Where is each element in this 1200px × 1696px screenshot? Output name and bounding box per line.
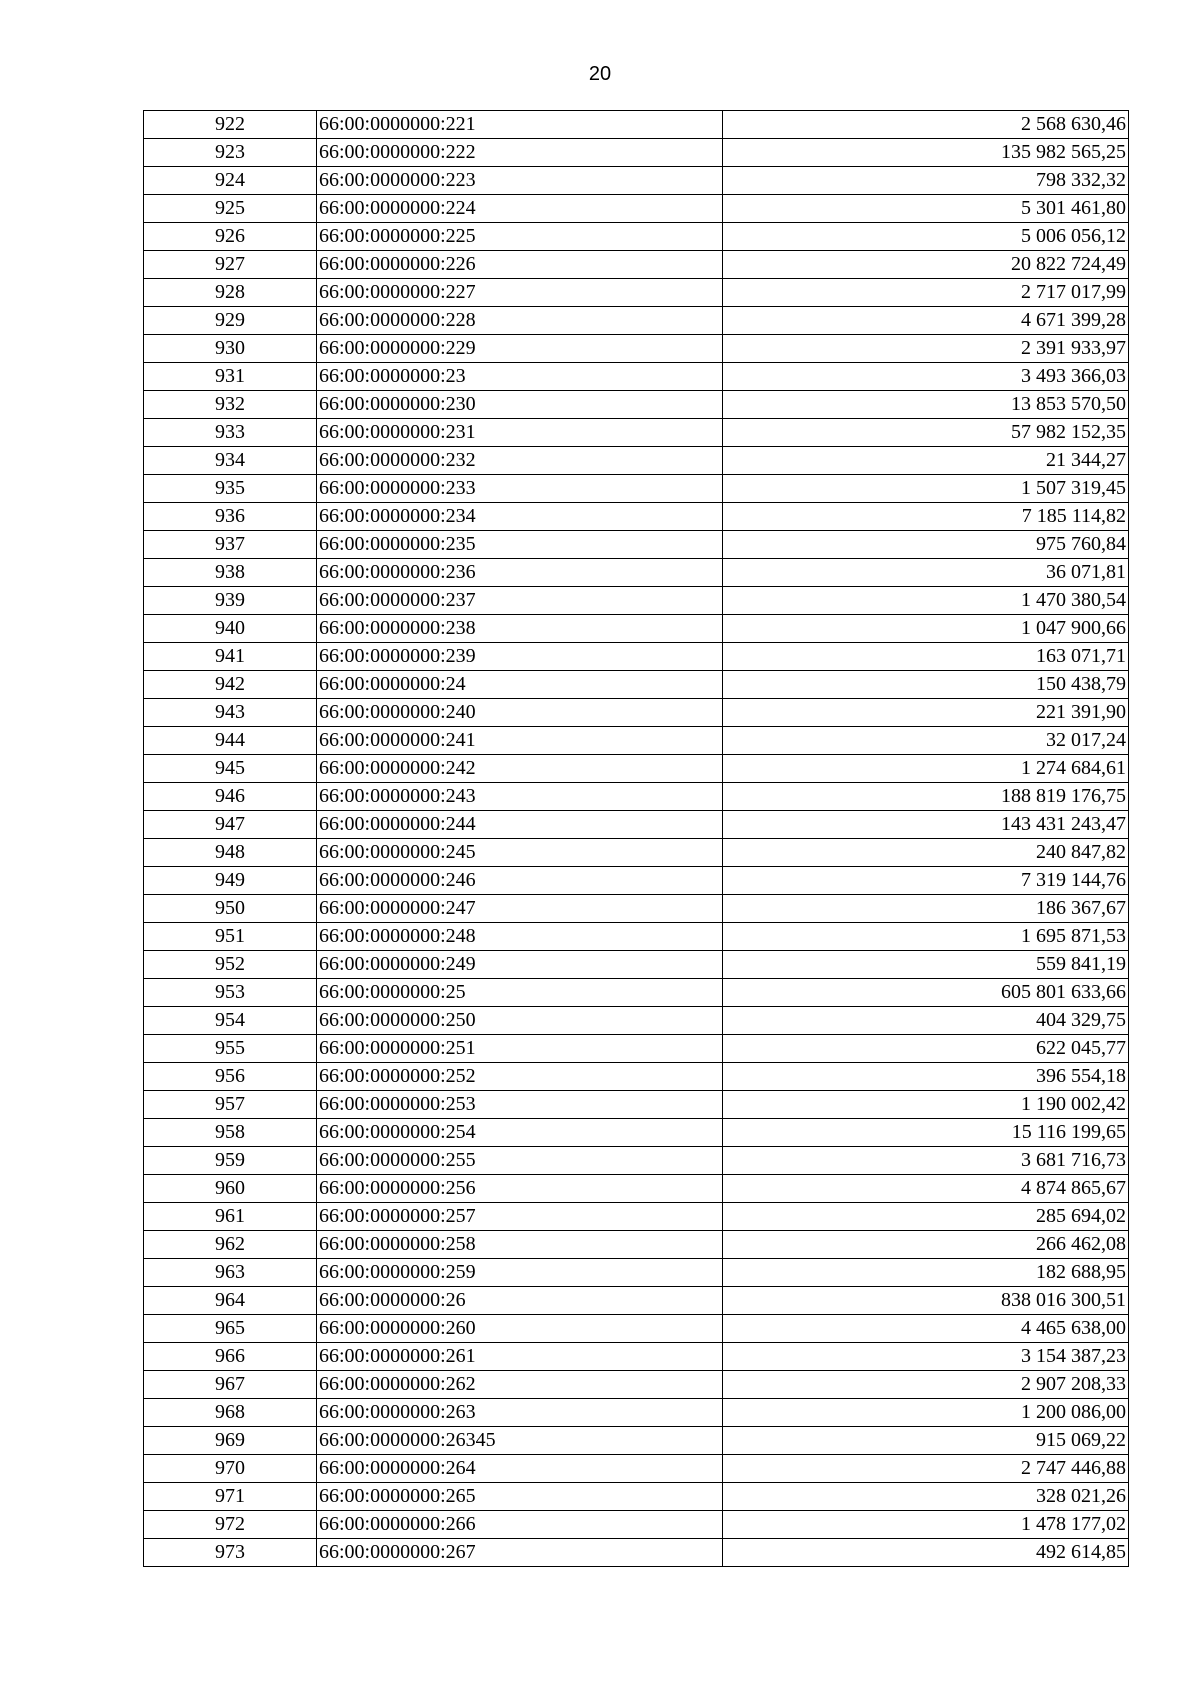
table-row [144, 1035, 1129, 1063]
cadastral-value-cell: 975 760,84 [723, 531, 1129, 559]
cadastral-value-cell: 4 465 638,00 [723, 1315, 1129, 1343]
cadastral-number-cell: 66:00:0000000:244 [317, 811, 723, 839]
cadastral-number-cell: 66:00:0000000:248 [317, 923, 723, 951]
cadastral-number-cell: 66:00:0000000:246 [317, 867, 723, 895]
row-number-cell: 937 [144, 531, 317, 559]
table-row [144, 419, 1129, 447]
table-row [144, 1315, 1129, 1343]
row-number-cell: 962 [144, 1231, 317, 1259]
cadastral-value-cell: 492 614,85 [723, 1539, 1129, 1567]
row-number-cell: 922 [144, 111, 317, 139]
cadastral-number-cell: 66:00:0000000:251 [317, 1035, 723, 1063]
row-number-cell: 943 [144, 699, 317, 727]
cadastral-number-cell: 66:00:0000000:238 [317, 615, 723, 643]
cadastral-number-cell: 66:00:0000000:222 [317, 139, 723, 167]
cadastral-number-cell: 66:00:0000000:227 [317, 279, 723, 307]
cadastral-number-cell: 66:00:0000000:228 [317, 307, 723, 335]
cadastral-number-cell: 66:00:0000000:230 [317, 391, 723, 419]
table-row [144, 223, 1129, 251]
row-number-cell: 938 [144, 559, 317, 587]
page-number: 20 [588, 63, 612, 85]
table-row [144, 783, 1129, 811]
row-number-cell: 933 [144, 419, 317, 447]
row-number-cell: 967 [144, 1371, 317, 1399]
cadastral-value-cell: 1 190 002,42 [723, 1091, 1129, 1119]
row-number-cell: 963 [144, 1259, 317, 1287]
cadastral-value-cell: 5 006 056,12 [723, 223, 1129, 251]
table-row [144, 335, 1129, 363]
table-row [144, 1091, 1129, 1119]
cadastral-number-cell: 66:00:0000000:240 [317, 699, 723, 727]
row-number-cell: 928 [144, 279, 317, 307]
table-body [144, 111, 1129, 1567]
cadastral-value-cell: 1 200 086,00 [723, 1399, 1129, 1427]
table-row [144, 475, 1129, 503]
cadastral-number-cell: 66:00:0000000:263 [317, 1399, 723, 1427]
table-row [144, 531, 1129, 559]
table-row [144, 1483, 1129, 1511]
table-row [144, 1231, 1129, 1259]
row-number-cell: 957 [144, 1091, 317, 1119]
row-number-cell: 961 [144, 1203, 317, 1231]
row-number-cell: 924 [144, 167, 317, 195]
row-number-cell: 970 [144, 1455, 317, 1483]
row-number-cell: 939 [144, 587, 317, 615]
cadastral-number-cell: 66:00:0000000:26 [317, 1287, 723, 1315]
table-row [144, 251, 1129, 279]
row-number-cell: 932 [144, 391, 317, 419]
table-row [144, 1511, 1129, 1539]
cadastral-value-cell: 2 747 446,88 [723, 1455, 1129, 1483]
cadastral-value-cell: 285 694,02 [723, 1203, 1129, 1231]
table-row [144, 671, 1129, 699]
row-number-cell: 966 [144, 1343, 317, 1371]
table-row [144, 1343, 1129, 1371]
row-number-cell: 931 [144, 363, 317, 391]
row-number-cell: 934 [144, 447, 317, 475]
cadastral-value-cell: 3 681 716,73 [723, 1147, 1129, 1175]
row-number-cell: 930 [144, 335, 317, 363]
table-row [144, 139, 1129, 167]
row-number-cell: 973 [144, 1539, 317, 1567]
table-row [144, 727, 1129, 755]
table-row [144, 895, 1129, 923]
cadastral-value-cell: 143 431 243,47 [723, 811, 1129, 839]
cadastral-value-cell: 5 301 461,80 [723, 195, 1129, 223]
cadastral-number-cell: 66:00:0000000:235 [317, 531, 723, 559]
row-number-cell: 949 [144, 867, 317, 895]
cadastral-number-cell: 66:00:0000000:223 [317, 167, 723, 195]
cadastral-value-cell: 221 391,90 [723, 699, 1129, 727]
table-row [144, 1119, 1129, 1147]
cadastral-value-cell: 1 274 684,61 [723, 755, 1129, 783]
table-row [144, 699, 1129, 727]
row-number-cell: 947 [144, 811, 317, 839]
table-row [144, 111, 1129, 139]
cadastral-number-cell: 66:00:0000000:262 [317, 1371, 723, 1399]
row-number-cell: 965 [144, 1315, 317, 1343]
cadastral-value-cell: 135 982 565,25 [723, 139, 1129, 167]
cadastral-number-cell: 66:00:0000000:25 [317, 979, 723, 1007]
cadastral-number-cell: 66:00:0000000:252 [317, 1063, 723, 1091]
table-row [144, 363, 1129, 391]
cadastral-value-cell: 328 021,26 [723, 1483, 1129, 1511]
table-row [144, 1427, 1129, 1455]
row-number-cell: 935 [144, 475, 317, 503]
row-number-cell: 936 [144, 503, 317, 531]
table-row [144, 755, 1129, 783]
cadastral-number-cell: 66:00:0000000:24 [317, 671, 723, 699]
cadastral-value-cell: 2 907 208,33 [723, 1371, 1129, 1399]
cadastral-value-cell: 1 470 380,54 [723, 587, 1129, 615]
row-number-cell: 929 [144, 307, 317, 335]
cadastral-number-cell: 66:00:0000000:231 [317, 419, 723, 447]
table-row [144, 1287, 1129, 1315]
cadastral-number-cell: 66:00:0000000:241 [317, 727, 723, 755]
cadastral-value-cell: 7 319 144,76 [723, 867, 1129, 895]
cadastral-number-cell: 66:00:0000000:234 [317, 503, 723, 531]
cadastral-number-cell: 66:00:0000000:232 [317, 447, 723, 475]
row-number-cell: 972 [144, 1511, 317, 1539]
row-number-cell: 960 [144, 1175, 317, 1203]
table-row [144, 587, 1129, 615]
cadastral-value-cell: 32 017,24 [723, 727, 1129, 755]
cadastral-value-cell: 915 069,22 [723, 1427, 1129, 1455]
table-row [144, 279, 1129, 307]
cadastral-value-cell: 57 982 152,35 [723, 419, 1129, 447]
cadastral-number-cell: 66:00:0000000:226 [317, 251, 723, 279]
table-row [144, 1259, 1129, 1287]
cadastral-value-cell: 240 847,82 [723, 839, 1129, 867]
cadastral-number-cell: 66:00:0000000:247 [317, 895, 723, 923]
table-row [144, 1539, 1129, 1567]
table-row [144, 867, 1129, 895]
cadastral-number-cell: 66:00:0000000:257 [317, 1203, 723, 1231]
table-row [144, 1371, 1129, 1399]
cadastral-number-cell: 66:00:0000000:26345 [317, 1427, 723, 1455]
row-number-cell: 956 [144, 1063, 317, 1091]
row-number-cell: 945 [144, 755, 317, 783]
cadastral-value-cell: 622 045,77 [723, 1035, 1129, 1063]
cadastral-value-cell: 1 695 871,53 [723, 923, 1129, 951]
cadastral-value-cell: 4 874 865,67 [723, 1175, 1129, 1203]
cadastral-value-cell: 396 554,18 [723, 1063, 1129, 1091]
cadastral-number-cell: 66:00:0000000:245 [317, 839, 723, 867]
cadastral-number-cell: 66:00:0000000:249 [317, 951, 723, 979]
cadastral-value-cell: 7 185 114,82 [723, 503, 1129, 531]
cadastral-number-cell: 66:00:0000000:239 [317, 643, 723, 671]
table-row [144, 615, 1129, 643]
table-row [144, 1147, 1129, 1175]
cadastral-number-cell: 66:00:0000000:23 [317, 363, 723, 391]
table-row [144, 391, 1129, 419]
row-number-cell: 927 [144, 251, 317, 279]
row-number-cell: 941 [144, 643, 317, 671]
row-number-cell: 958 [144, 1119, 317, 1147]
row-number-cell: 923 [144, 139, 317, 167]
cadastral-number-cell: 66:00:0000000:267 [317, 1539, 723, 1567]
row-number-cell: 946 [144, 783, 317, 811]
table-row [144, 839, 1129, 867]
row-number-cell: 969 [144, 1427, 317, 1455]
cadastral-value-cell: 21 344,27 [723, 447, 1129, 475]
cadastral-number-cell: 66:00:0000000:250 [317, 1007, 723, 1035]
row-number-cell: 948 [144, 839, 317, 867]
table-row [144, 1007, 1129, 1035]
table-row [144, 1203, 1129, 1231]
row-number-cell: 944 [144, 727, 317, 755]
row-number-cell: 952 [144, 951, 317, 979]
table-row [144, 643, 1129, 671]
cadastral-value-cell: 20 822 724,49 [723, 251, 1129, 279]
cadastral-value-cell: 838 016 300,51 [723, 1287, 1129, 1315]
cadastral-value-cell: 1 478 177,02 [723, 1511, 1129, 1539]
cadastral-value-cell: 559 841,19 [723, 951, 1129, 979]
table-row [144, 1063, 1129, 1091]
cadastral-number-cell: 66:00:0000000:256 [317, 1175, 723, 1203]
cadastral-number-cell: 66:00:0000000:264 [317, 1455, 723, 1483]
cadastral-number-cell: 66:00:0000000:242 [317, 755, 723, 783]
table-row [144, 167, 1129, 195]
cadastral-number-cell: 66:00:0000000:258 [317, 1231, 723, 1259]
cadastral-number-cell: 66:00:0000000:243 [317, 783, 723, 811]
table-row [144, 1455, 1129, 1483]
cadastral-value-cell: 182 688,95 [723, 1259, 1129, 1287]
cadastral-value-cell: 188 819 176,75 [723, 783, 1129, 811]
cadastral-value-cell: 3 154 387,23 [723, 1343, 1129, 1371]
row-number-cell: 926 [144, 223, 317, 251]
table-row [144, 923, 1129, 951]
row-number-cell: 971 [144, 1483, 317, 1511]
table-row [144, 307, 1129, 335]
cadastral-number-cell: 66:00:0000000:224 [317, 195, 723, 223]
cadastral-value-cell: 4 671 399,28 [723, 307, 1129, 335]
row-number-cell: 925 [144, 195, 317, 223]
cadastral-value-cell: 404 329,75 [723, 1007, 1129, 1035]
cadastral-number-cell: 66:00:0000000:225 [317, 223, 723, 251]
cadastral-number-cell: 66:00:0000000:265 [317, 1483, 723, 1511]
cadastral-number-cell: 66:00:0000000:253 [317, 1091, 723, 1119]
table-row [144, 811, 1129, 839]
cadastral-value-cell: 163 071,71 [723, 643, 1129, 671]
cadastral-value-cell: 266 462,08 [723, 1231, 1129, 1259]
table-row [144, 979, 1129, 1007]
row-number-cell: 951 [144, 923, 317, 951]
cadastral-value-cell: 150 438,79 [723, 671, 1129, 699]
cadastral-number-cell: 66:00:0000000:229 [317, 335, 723, 363]
cadastral-number-cell: 66:00:0000000:221 [317, 111, 723, 139]
row-number-cell: 953 [144, 979, 317, 1007]
table-row [144, 447, 1129, 475]
table-row [144, 503, 1129, 531]
cadastral-value-cell: 2 391 933,97 [723, 335, 1129, 363]
row-number-cell: 955 [144, 1035, 317, 1063]
cadastral-number-cell: 66:00:0000000:266 [317, 1511, 723, 1539]
row-number-cell: 940 [144, 615, 317, 643]
cadastral-number-cell: 66:00:0000000:260 [317, 1315, 723, 1343]
table-row [144, 1399, 1129, 1427]
cadastral-number-cell: 66:00:0000000:261 [317, 1343, 723, 1371]
cadastral-value-cell: 1 047 900,66 [723, 615, 1129, 643]
row-number-cell: 968 [144, 1399, 317, 1427]
cadastral-number-cell: 66:00:0000000:237 [317, 587, 723, 615]
cadastral-value-cell: 36 071,81 [723, 559, 1129, 587]
cadastral-value-cell: 2 568 630,46 [723, 111, 1129, 139]
cadastral-number-cell: 66:00:0000000:233 [317, 475, 723, 503]
cadastral-value-cell: 798 332,32 [723, 167, 1129, 195]
cadastral-value-cell: 605 801 633,66 [723, 979, 1129, 1007]
row-number-cell: 942 [144, 671, 317, 699]
cadastral-value-cell: 186 367,67 [723, 895, 1129, 923]
row-number-cell: 964 [144, 1287, 317, 1315]
cadastral-number-cell: 66:00:0000000:255 [317, 1147, 723, 1175]
cadastral-value-table [143, 110, 1129, 1567]
row-number-cell: 959 [144, 1147, 317, 1175]
table-row [144, 951, 1129, 979]
cadastral-value-cell: 15 116 199,65 [723, 1119, 1129, 1147]
table-row [144, 1175, 1129, 1203]
table-row [144, 195, 1129, 223]
row-number-cell: 950 [144, 895, 317, 923]
table-row [144, 559, 1129, 587]
cadastral-value-cell: 3 493 366,03 [723, 363, 1129, 391]
cadastral-number-cell: 66:00:0000000:259 [317, 1259, 723, 1287]
cadastral-number-cell: 66:00:0000000:254 [317, 1119, 723, 1147]
cadastral-value-cell: 13 853 570,50 [723, 391, 1129, 419]
row-number-cell: 954 [144, 1007, 317, 1035]
cadastral-value-cell: 1 507 319,45 [723, 475, 1129, 503]
cadastral-number-cell: 66:00:0000000:236 [317, 559, 723, 587]
cadastral-value-cell: 2 717 017,99 [723, 279, 1129, 307]
